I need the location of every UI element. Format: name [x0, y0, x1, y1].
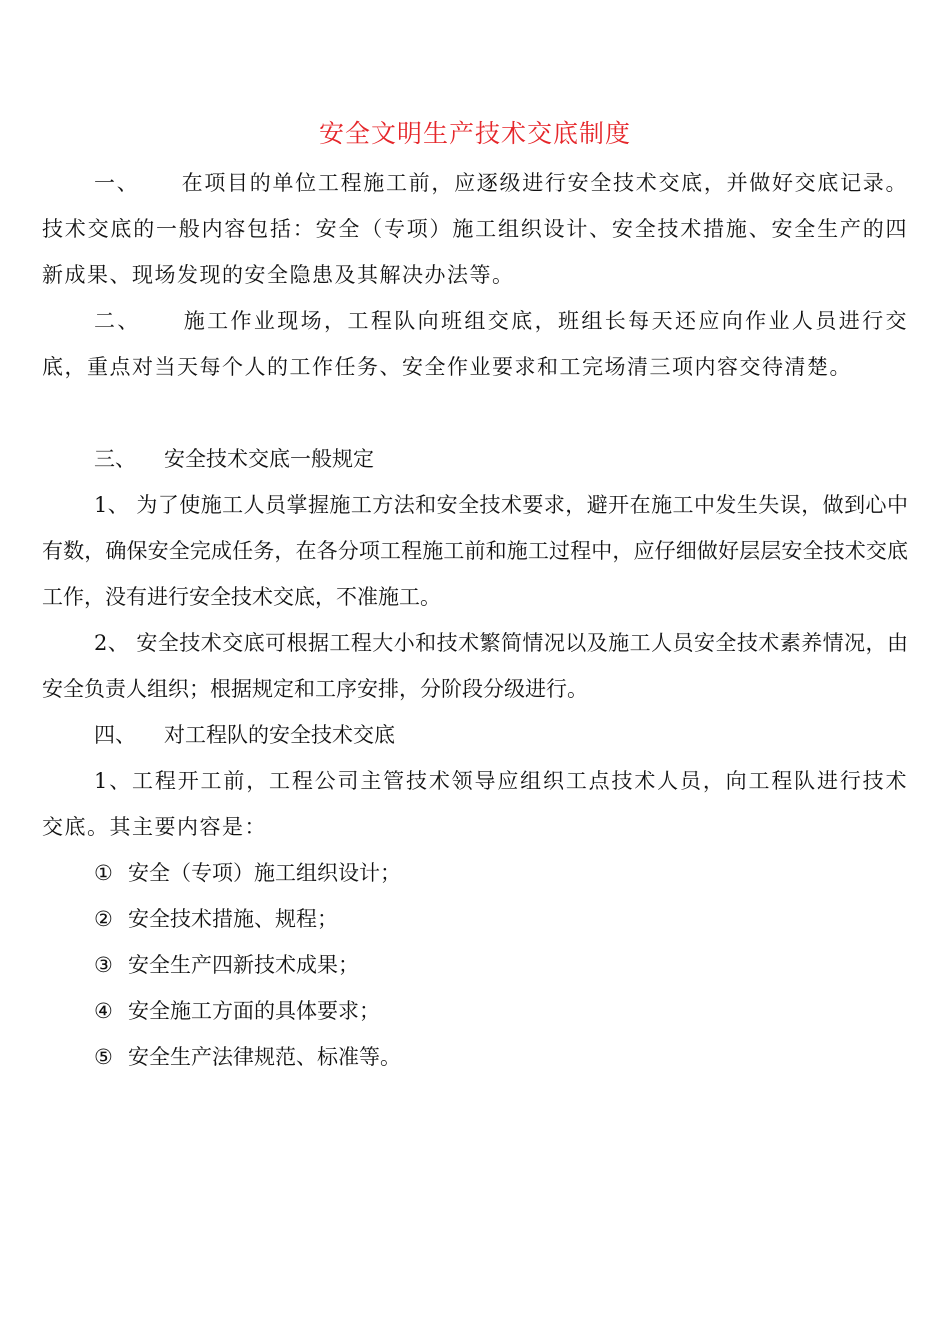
section-4-heading [94, 712, 395, 758]
section-2-paragraph [42, 298, 908, 390]
section-2-text: 施工作业现场，工程队向班组交底，班组长每天还应向作业人员进行交底，重点对当天每个人的工作任务、安全作业要求和工完场清三项内容交待清楚。 [42, 309, 909, 379]
section-2-number: 二、 [94, 309, 141, 333]
list-item-text: 安全（专项）施工组织设计； [128, 861, 401, 885]
list-item [94, 850, 401, 896]
section-3-number: 三、 [94, 447, 136, 471]
list-item-mark: ① [94, 861, 113, 885]
section-4-item-1: 1、工程开工前，工程公司主管技术领导应组织工点技术人员，向工程队进行技术交底。其主要内容是： [42, 769, 908, 839]
list-item-mark: ② [94, 907, 113, 931]
section-3-item-1: 1、 为了使施工人员掌握施工方法和安全技术要求，避开在施工中发生失误，做到心中有数，确保安全完成任务，在各分项工程施工前和施工过程中，应仔细做好层层安全技术交底工作，没有进行安全技术交底，不准施工。 [42, 493, 908, 609]
list-item-mark: ③ [94, 953, 113, 977]
list-item-mark: ⑤ [94, 1045, 113, 1069]
list-item-text: 安全施工方面的具体要求； [128, 999, 380, 1023]
list-item [94, 942, 359, 988]
section-3-heading-text: 安全技术交底一般规定 [164, 447, 374, 471]
section-4-heading-text: 对工程队的安全技术交底 [164, 723, 395, 747]
list-item [94, 988, 380, 1034]
page-title: 安全文明生产技术交底制度 [318, 119, 631, 148]
section-1-number: 一、 [94, 171, 140, 195]
section-1-text: 在项目的单位工程施工前，应逐级进行安全技术交底，并做好交底记录。技术交底的一般内容包括：安全（专项）施工组织设计、安全技术措施、安全生产的四新成果、现场发现的安全隐患及其解决办法等。 [42, 171, 909, 287]
list-item-mark: ④ [94, 999, 113, 1023]
list-item-text: 安全生产四新技术成果； [128, 953, 359, 977]
list-item-text: 安全技术措施、规程； [128, 907, 338, 931]
list-item-text: 安全生产法律规范、标准等。 [128, 1045, 401, 1069]
section-3-heading [94, 436, 374, 482]
list-item [94, 1034, 401, 1080]
section-1-paragraph [42, 160, 908, 298]
section-3-item-2: 2、 安全技术交底可根据工程大小和技术繁简情况以及施工人员安全技术素养情况，由安全负责人组织；根据规定和工序安排，分阶段分级进行。 [42, 631, 908, 701]
section-4-number: 四、 [94, 723, 136, 747]
list-item [94, 896, 338, 942]
